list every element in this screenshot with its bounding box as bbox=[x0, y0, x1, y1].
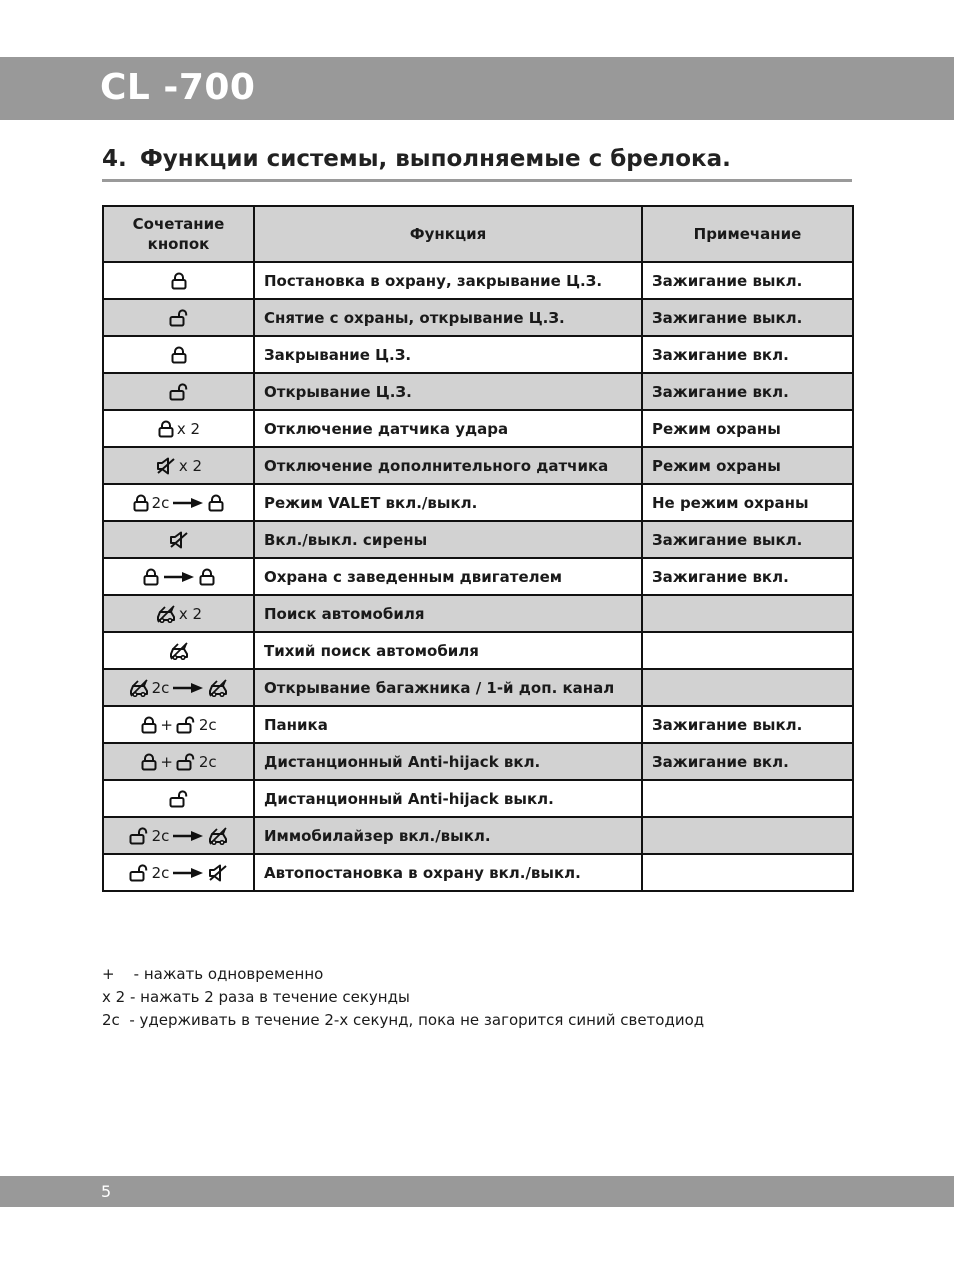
table-row bbox=[103, 632, 853, 669]
function-cell: Иммобилайзер вкл./выкл. bbox=[254, 817, 642, 854]
combo-modifier: 2с bbox=[198, 715, 217, 734]
function-cell: Снятие с охраны, открывание Ц.З. bbox=[254, 299, 642, 336]
arrow-icon bbox=[172, 867, 204, 879]
note-cell: Режим охраны bbox=[642, 410, 853, 447]
functions-table bbox=[102, 205, 854, 892]
combo-cell bbox=[103, 336, 254, 373]
note-cell: Зажигание выкл. bbox=[642, 299, 853, 336]
lock-icon bbox=[141, 753, 157, 771]
combo-cell bbox=[103, 817, 254, 854]
model-name: CL -700 bbox=[100, 67, 256, 108]
combo-modifier: + bbox=[160, 715, 173, 734]
note-cell: Не режим охраны bbox=[642, 484, 853, 521]
note-cell: Зажигание выкл. bbox=[642, 262, 853, 299]
table-row bbox=[103, 743, 853, 780]
function-cell: Режим VALET вкл./выкл. bbox=[254, 484, 642, 521]
combo-cell bbox=[103, 299, 254, 336]
combo-modifier: 2с bbox=[151, 493, 170, 512]
legend-line-double-press: х 2 - нажать 2 раза в течение секунды bbox=[102, 988, 410, 1006]
table-row bbox=[103, 262, 853, 299]
car-trunk-icon bbox=[208, 679, 228, 697]
table-row bbox=[103, 299, 853, 336]
unlock-icon bbox=[176, 716, 196, 734]
note-cell bbox=[642, 780, 853, 817]
unlock-icon bbox=[169, 309, 189, 327]
combo-modifier: + bbox=[160, 752, 173, 771]
section-title-text: Функции системы, выполняемые с брелока. bbox=[140, 146, 731, 172]
unlock-icon bbox=[169, 383, 189, 401]
arrow-icon bbox=[172, 682, 204, 694]
lock-icon bbox=[171, 272, 187, 290]
function-cell: Вкл./выкл. сирены bbox=[254, 521, 642, 558]
column-header-note: Примечание bbox=[642, 206, 853, 262]
column-header-function: Функция bbox=[254, 206, 642, 262]
column-header-combo: Сочетание кнопок bbox=[103, 206, 254, 262]
car-trunk-icon bbox=[156, 605, 176, 623]
lock-icon bbox=[133, 494, 149, 512]
combo-cell bbox=[103, 632, 254, 669]
function-cell: Отключение датчика удара bbox=[254, 410, 642, 447]
function-cell: Паника bbox=[254, 706, 642, 743]
combo-modifier: x 2 bbox=[176, 419, 201, 438]
note-cell bbox=[642, 817, 853, 854]
note-cell bbox=[642, 854, 853, 891]
lock-icon bbox=[143, 568, 159, 586]
header-bar bbox=[0, 57, 954, 120]
table-row bbox=[103, 595, 853, 632]
combo-cell bbox=[103, 410, 254, 447]
arrow-icon bbox=[172, 830, 204, 842]
page-number: 5 bbox=[101, 1182, 112, 1201]
table-row bbox=[103, 669, 853, 706]
combo-cell bbox=[103, 743, 254, 780]
table-row bbox=[103, 558, 853, 595]
function-cell: Постановка в охрану, закрывание Ц.З. bbox=[254, 262, 642, 299]
table-row bbox=[103, 447, 853, 484]
mute-icon bbox=[208, 864, 228, 882]
legend-line-hold: 2с - удерживать в течение 2-х секунд, пока не загорится синий светодиод bbox=[102, 1011, 705, 1029]
function-cell: Поиск автомобиля bbox=[254, 595, 642, 632]
table-row bbox=[103, 780, 853, 817]
table-row bbox=[103, 817, 853, 854]
combo-modifier: 2с bbox=[198, 752, 217, 771]
table-row bbox=[103, 706, 853, 743]
table-row bbox=[103, 854, 853, 891]
note-cell: Зажигание вкл. bbox=[642, 743, 853, 780]
unlock-icon bbox=[129, 864, 149, 882]
section-title bbox=[102, 146, 731, 172]
car-trunk-icon bbox=[129, 679, 149, 697]
function-cell: Дистанционный Anti-hijack выкл. bbox=[254, 780, 642, 817]
section-number: 4. bbox=[102, 146, 127, 172]
function-cell: Отключение дополнительного датчика bbox=[254, 447, 642, 484]
combo-modifier: x 2 bbox=[178, 604, 203, 623]
combo-cell bbox=[103, 854, 254, 891]
combo-cell bbox=[103, 484, 254, 521]
table-row bbox=[103, 410, 853, 447]
function-cell: Дистанционный Anti-hijack вкл. bbox=[254, 743, 642, 780]
combo-cell bbox=[103, 669, 254, 706]
mute-icon bbox=[169, 531, 189, 549]
combo-cell bbox=[103, 558, 254, 595]
combo-cell bbox=[103, 595, 254, 632]
combo-cell bbox=[103, 447, 254, 484]
note-cell bbox=[642, 595, 853, 632]
combo-cell bbox=[103, 780, 254, 817]
function-cell: Открывание багажника / 1-й доп. канал bbox=[254, 669, 642, 706]
arrow-icon bbox=[163, 571, 195, 583]
table-row bbox=[103, 336, 853, 373]
legend-line-simultaneous: + - нажать одновременно bbox=[102, 965, 324, 983]
note-cell: Зажигание выкл. bbox=[642, 521, 853, 558]
note-cell: Режим охраны bbox=[642, 447, 853, 484]
lock-icon bbox=[199, 568, 215, 586]
note-cell: Зажигание вкл. bbox=[642, 336, 853, 373]
combo-modifier: 2с bbox=[151, 678, 170, 697]
note-cell: Зажигание вкл. bbox=[642, 558, 853, 595]
legend bbox=[102, 963, 704, 1032]
note-cell bbox=[642, 669, 853, 706]
unlock-icon bbox=[169, 790, 189, 808]
function-cell: Тихий поиск автомобиля bbox=[254, 632, 642, 669]
combo-cell bbox=[103, 706, 254, 743]
title-underline bbox=[102, 179, 852, 182]
lock-icon bbox=[171, 346, 187, 364]
lock-icon bbox=[158, 420, 174, 438]
car-trunk-icon bbox=[208, 827, 228, 845]
arrow-icon bbox=[172, 497, 204, 509]
table-header-row bbox=[103, 206, 853, 262]
combo-modifier: x 2 bbox=[178, 456, 203, 475]
note-cell: Зажигание вкл. bbox=[642, 373, 853, 410]
combo-modifier: 2с bbox=[151, 863, 170, 882]
unlock-icon bbox=[129, 827, 149, 845]
note-cell bbox=[642, 632, 853, 669]
combo-cell bbox=[103, 373, 254, 410]
table-row bbox=[103, 484, 853, 521]
combo-cell bbox=[103, 262, 254, 299]
lock-icon bbox=[208, 494, 224, 512]
table-row bbox=[103, 373, 853, 410]
combo-modifier: 2с bbox=[151, 826, 170, 845]
mute-icon bbox=[156, 457, 176, 475]
note-cell: Зажигание выкл. bbox=[642, 706, 853, 743]
function-cell: Автопостановка в охрану вкл./выкл. bbox=[254, 854, 642, 891]
function-cell: Закрывание Ц.З. bbox=[254, 336, 642, 373]
unlock-icon bbox=[176, 753, 196, 771]
table-row bbox=[103, 521, 853, 558]
lock-icon bbox=[141, 716, 157, 734]
function-cell: Охрана с заведенным двигателем bbox=[254, 558, 642, 595]
footer-bar bbox=[0, 1176, 954, 1207]
function-cell: Открывание Ц.З. bbox=[254, 373, 642, 410]
table-body bbox=[103, 262, 853, 891]
car-trunk-icon bbox=[169, 642, 189, 660]
combo-cell bbox=[103, 521, 254, 558]
